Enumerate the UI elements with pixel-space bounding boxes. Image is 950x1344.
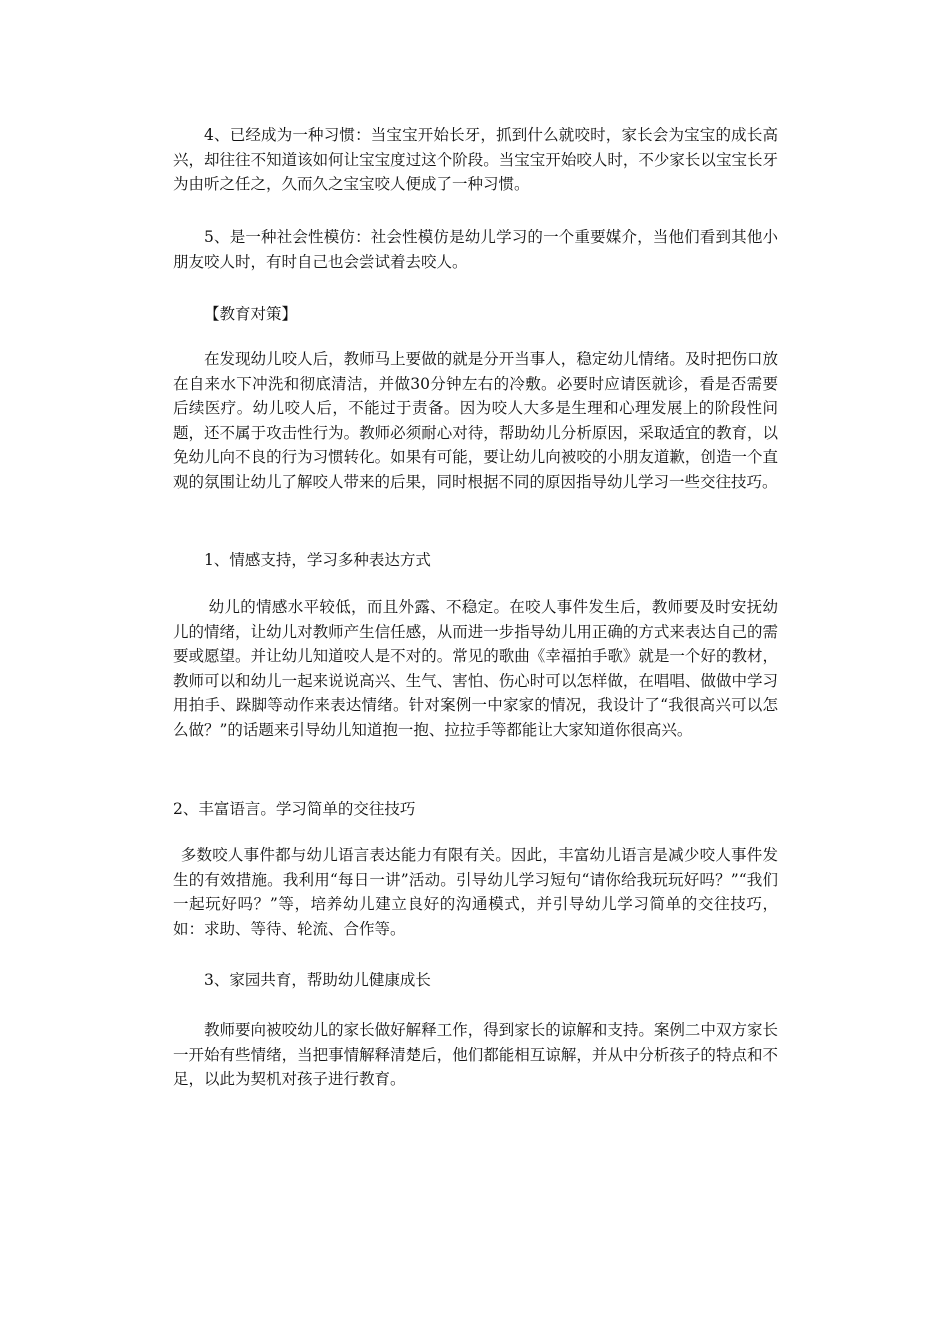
paragraph-habit: 4、已经成为一种习惯：当宝宝开始长牙，抓到什么就咬时，家长会为宝宝的成长高兴，却往往不知道该如何让宝宝度过这个阶段。当宝宝开始咬人时，不少家长以宝宝长牙为由听之任之，久而久之宝宝咬人便成了一种习惯。 bbox=[173, 126, 778, 193]
paragraph-social-imitation: 5、是一种社会性模仿：社会性模仿是幼儿学习的一个重要媒介，当他们看到其他小朋友咬人时，有时自己也会尝试着去咬人。 bbox=[173, 228, 778, 271]
subheading-emotional-support: 1、情感支持，学习多种表达方式 bbox=[204, 551, 431, 569]
section-heading-education-strategy: 【教育对策】 bbox=[204, 305, 298, 323]
subheading-enrich-language: 2、丰富语言。学习简单的交往技巧 bbox=[173, 800, 416, 818]
paragraph-home-school: 教师要向被咬幼儿的家长做好解释工作，得到家长的谅解和支持。案例二中双方家长一开始有些情绪，当把事情解释清楚后，他们都能相互谅解，并从中分析孩子的特点和不足，以此为契机对孩子进行教育。 bbox=[173, 1021, 778, 1088]
paragraph-strategy-intro: 在发现幼儿咬人后，教师马上要做的就是分开当事人，稳定幼儿情绪。及时把伤口放在自来水下冲洗和彻底清洁，并做30分钟左右的冷敷。必要时应请医就诊，看是否需要后续医疗。幼儿咬人后，不能过于责备。因为咬人大多是生理和心理发展上的阶段性问题，还不属于攻击性行为。教师必须耐心对待，帮助幼儿分析原因，采取适宜的教育，以免幼儿向不良的行为习惯转化。如果有可能，要让幼儿向被咬的小朋友道歉，创造一个直观的氛围让幼儿了解咬人带来的后果，同时根据不同的原因指导幼儿学习一些交往技巧。 bbox=[173, 350, 778, 491]
subheading-home-school: 3、家园共育，帮助幼儿健康成长 bbox=[204, 971, 431, 989]
paragraph-emotional-support: 幼儿的情感水平较低，而且外露、不稳定。在咬人事件发生后，教师要及时安抚幼儿的情绪，让幼儿对教师产生信任感，从而进一步指导幼儿用正确的方式来表达自己的需要或愿望。并让幼儿知道咬人是不对的。常见的歌曲《幸福拍手歌》就是一个好的教材，教师可以和幼儿一起来说说高兴、生气、害怕、伤心时可以怎样做，在唱唱、做做中学习用拍手、跺脚等动作来表达情绪。针对案例一中家家的情况，我设计了“我很高兴可以怎么做？”的话题来引导幼儿知道抱一抱、拉拉手等都能让大家知道你很高兴。 bbox=[173, 598, 778, 739]
paragraph-enrich-language: 多数咬人事件都与幼儿语言表达能力有限有关。因此，丰富幼儿语言是减少咬人事件发生的有效措施。我利用“每日一讲”活动。引导幼儿学习短句“请你给我玩玩好吗？”“我们一起玩好吗？”等，培养幼儿建立良好的沟通模式，并引导幼儿学习简单的交往技巧，如：求助、等待、轮流、合作等。 bbox=[173, 846, 778, 938]
